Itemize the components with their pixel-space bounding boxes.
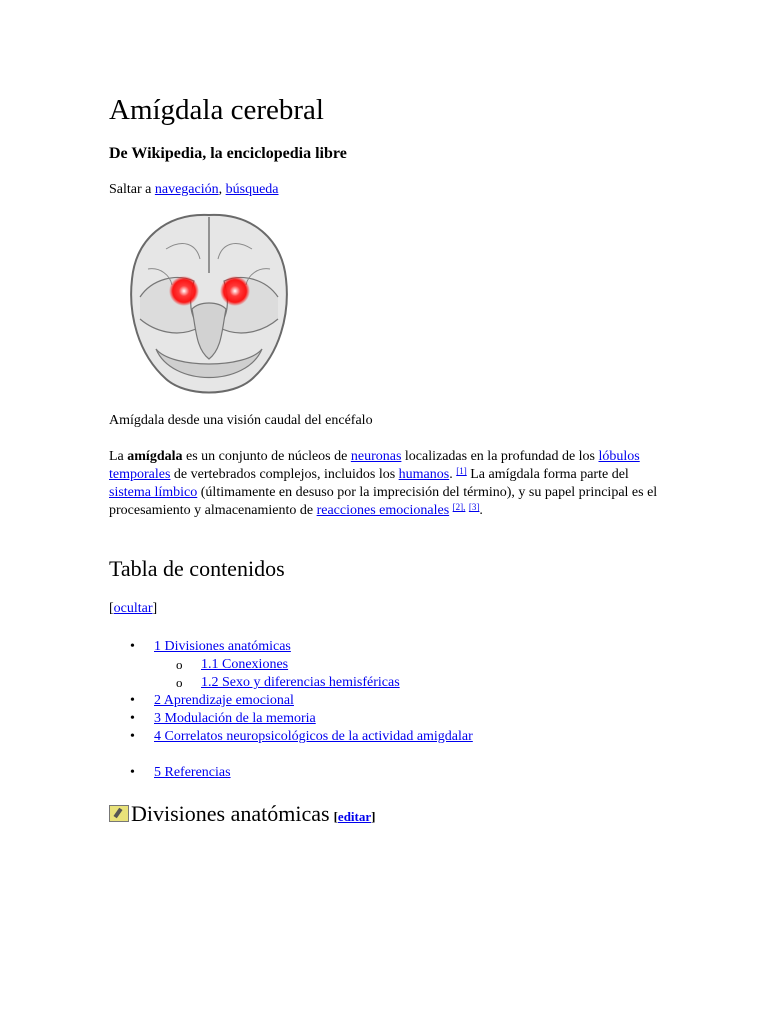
figure-caption: Amígdala desde una visión caudal del encéfalo — [109, 413, 373, 428]
edit-section-link[interactable]: editar — [337, 809, 372, 824]
intro-paragraph — [109, 448, 669, 520]
text: . — [449, 467, 457, 482]
toc-link-correlatos[interactable]: 4 Correlatos neuropsicológicos de la actividad amigdalar — [154, 729, 473, 744]
text: es un conjunto de núcleos de — [182, 449, 351, 464]
toc-item — [130, 638, 473, 656]
bracket: ] — [371, 809, 376, 824]
toc-link-conexiones[interactable]: 1.1 Conexiones — [201, 657, 289, 672]
text: (últimamente en desuso por la imprecisión del término), y su papel principal es el procesamiento y almacenamiento de — [109, 485, 658, 518]
toc-link-modulacion[interactable]: 3 Modulación de la memoria — [154, 711, 316, 726]
toc-item — [130, 710, 473, 728]
ref-1[interactable]: [1] — [456, 466, 467, 476]
toc-toggle — [109, 601, 157, 617]
bold-term: amígdala — [127, 449, 183, 464]
hide-toc-link[interactable]: ocultar — [113, 601, 153, 616]
bracket: [ — [333, 809, 338, 824]
search-link[interactable]: búsqueda — [225, 182, 279, 197]
text: de vertebrados complejos, incluidos los — [170, 467, 399, 482]
link-lobulos-temporales[interactable]: lóbulos temporales — [109, 449, 640, 482]
page-title: Amígdala cerebral — [109, 94, 324, 126]
link-reacciones-emocionales[interactable]: reacciones emocionales — [316, 503, 450, 518]
bracket: [ — [109, 601, 114, 616]
toc-item — [130, 764, 473, 782]
toc-link-referencias[interactable]: 5 Referencias — [154, 765, 231, 780]
toc-item — [130, 728, 473, 746]
ref-2[interactable]: [2], — [452, 502, 466, 512]
text: . — [479, 503, 483, 518]
toc-link-sexo[interactable]: 1.2 Sexo y diferencias hemisféricas — [201, 675, 400, 690]
link-neuronas[interactable]: neuronas — [350, 449, 402, 464]
ref-3[interactable]: [3] — [468, 502, 480, 512]
link-humanos[interactable]: humanos — [398, 467, 450, 482]
edit-icon — [109, 805, 129, 822]
toc-title: Tabla de contenidos — [109, 556, 285, 581]
amygdala-brain-image — [126, 209, 292, 405]
section-edit — [334, 809, 376, 824]
toc-subitem — [130, 674, 473, 692]
toc-subitem — [130, 656, 473, 674]
toc-link-aprendizaje[interactable]: 2 Aprendizaje emocional — [154, 693, 294, 708]
jump-prefix: Saltar a — [109, 182, 155, 197]
bracket: ] — [152, 601, 158, 616]
text: localizadas en la profundad de los — [401, 449, 599, 464]
table-of-contents — [130, 638, 473, 782]
jump-separator: , — [218, 182, 226, 197]
link-sistema-limbico[interactable]: sistema límbico — [109, 485, 198, 500]
page-subtitle: De Wikipedia, la enciclopedia libre — [109, 145, 347, 162]
text: La — [109, 449, 128, 464]
navigation-link[interactable]: navegación — [154, 182, 219, 197]
toc-item — [130, 692, 473, 710]
section-heading-text: Divisiones anatómicas — [131, 801, 330, 826]
amygdala-left-highlight — [169, 276, 199, 306]
text: La amígdala forma parte del — [466, 467, 629, 482]
jump-links — [109, 182, 279, 198]
amygdala-right-highlight — [220, 276, 250, 306]
toc-link-divisiones[interactable]: 1 Divisiones anatómicas — [154, 639, 291, 654]
section-heading-divisiones — [109, 801, 375, 827]
